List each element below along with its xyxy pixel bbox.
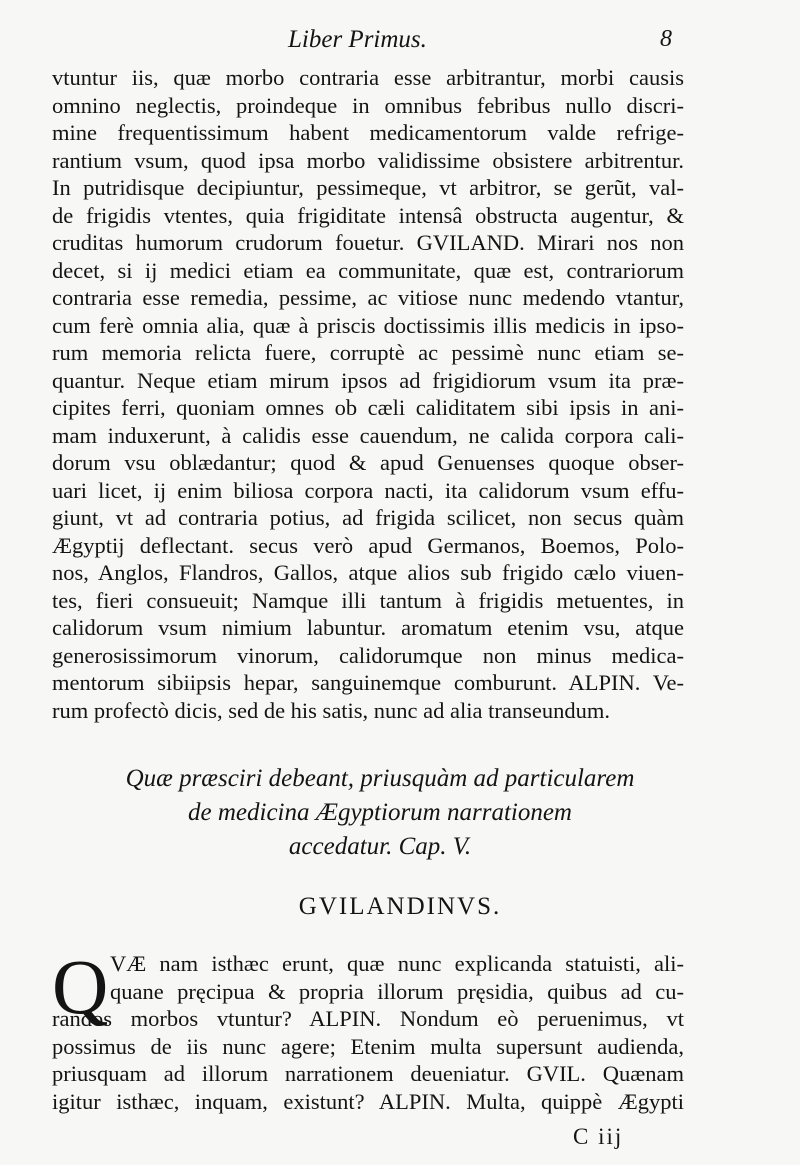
text-line: In putridisque decipiuntur, pessimeque, vt arbitror, se gerũt, val- (52, 175, 684, 200)
running-title: Liber Primus. (288, 26, 427, 53)
text-line: vtuntur iis, quæ morbo contraria esse arbitrantur, morbi causis (52, 65, 684, 90)
text-line: omnino neglectis, proindeque in omnibus febribus nullo discri- (52, 92, 684, 118)
text-line: cruditas humorum crudorum fouetur. GVILAND. Mirari nos non (52, 230, 684, 255)
text-line: calidorum vsum nimium labuntur. aromatum etenim vsu, atque (52, 615, 684, 640)
text-line: cipites ferri, quoniam omnes ob cæli caliditatem sibi ipsis in ani- (52, 395, 684, 420)
text-line: VÆ nam isthæc erunt, quæ nunc explicanda statuisti, ali- (110, 951, 684, 976)
body-paragraph (52, 64, 684, 724)
text-line: mam induxerunt, à calidis esse cauendum, ne calida corpora cali- (52, 422, 684, 448)
text-line: dorum vsu oblædantur; quod & apud Genuenses quoque obser- (52, 450, 684, 475)
text-line: rantium vsum, quod ipsa morbo validissime obsistere arbitrentur. (52, 147, 684, 173)
text-line: cum ferè omnia alia, quæ à priscis doctissimis illis medicis in ipso- (52, 312, 684, 338)
text-line: nos, Anglos, Flandros, Gallos, atque alios sub frigido cælo viuen- (52, 560, 684, 585)
dialogue-paragraph (52, 943, 684, 1115)
signature-mark: C iij (573, 1124, 624, 1149)
text-line: de frigidis vtentes, quia frigiditate intensâ obstructa augentur, & (52, 202, 684, 228)
text-line: quane pręcipua & propria illorum pręsidia, quibus ad cu- (110, 978, 684, 1004)
chapter-title (60, 762, 700, 864)
text-line: uari licet, ij enim biliosa corpora nacti, ita calidorum vsum effu- (52, 477, 684, 503)
page-header (0, 26, 800, 60)
page-number: 8 (660, 26, 672, 52)
text-line: rum profectò dicis, sed de his satis, nunc ad alia transeundum. (52, 697, 610, 723)
text-line: rum memoria relicta fuere, corruptè ac pessimè nunc etiam se- (52, 340, 684, 365)
chapter-title-line: accedatur. Cap. V. (288, 833, 472, 860)
text-line: Ægyptij deflectant. secus verò apud Germanos, Boemos, Polo- (52, 532, 684, 558)
text-line: decet, si ij medici etiam ea communitate, quæ est, contrariorum (52, 257, 684, 283)
text-line: generosissimorum vinorum, calidorumque non minus medica- (52, 642, 684, 668)
chapter-title-line: de medicina Ægyptiorum narrationem (188, 799, 572, 826)
text-line: randos morbos vtuntur? ALPIN. Nondum eò peruenimus, vt (52, 1006, 684, 1031)
chapter-title-line: Quæ præsciri debeant, priusquàm ad particularem (125, 765, 635, 792)
drop-cap: Q (52, 943, 109, 1030)
text-line: mentorum sibiipsis hepar, sanguinemque comburunt. ALPIN. Ve- (52, 670, 684, 695)
text-line: giunt, vt ad contraria potius, ad frigida scilicet, non secus quàm (52, 505, 684, 530)
text-line: priusquam ad illorum narrationem deueniatur. GVIL. Quænam (52, 1061, 684, 1086)
text-line: contraria esse remedia, pessime, ac vitiose nunc medendo vtantur, (52, 285, 684, 310)
speaker-heading: GVILANDINVS. (298, 893, 502, 920)
text-line: tes, fieri consueuit; Namque illi tantum à frigidis metuentes, in (52, 587, 684, 613)
text-line: quantur. Neque etiam mirum ipsos ad frigidiorum vsum ita præ- (52, 367, 684, 393)
text-line: mine frequentissimum habent medicamentorum valde refrige- (52, 120, 684, 145)
text-line: possimus de iis nunc agere; Etenim multa supersunt audienda, (52, 1033, 684, 1059)
text-line: igitur isthæc, inquam, existunt? ALPIN. Multa, quippè Ægypti (52, 1088, 684, 1114)
